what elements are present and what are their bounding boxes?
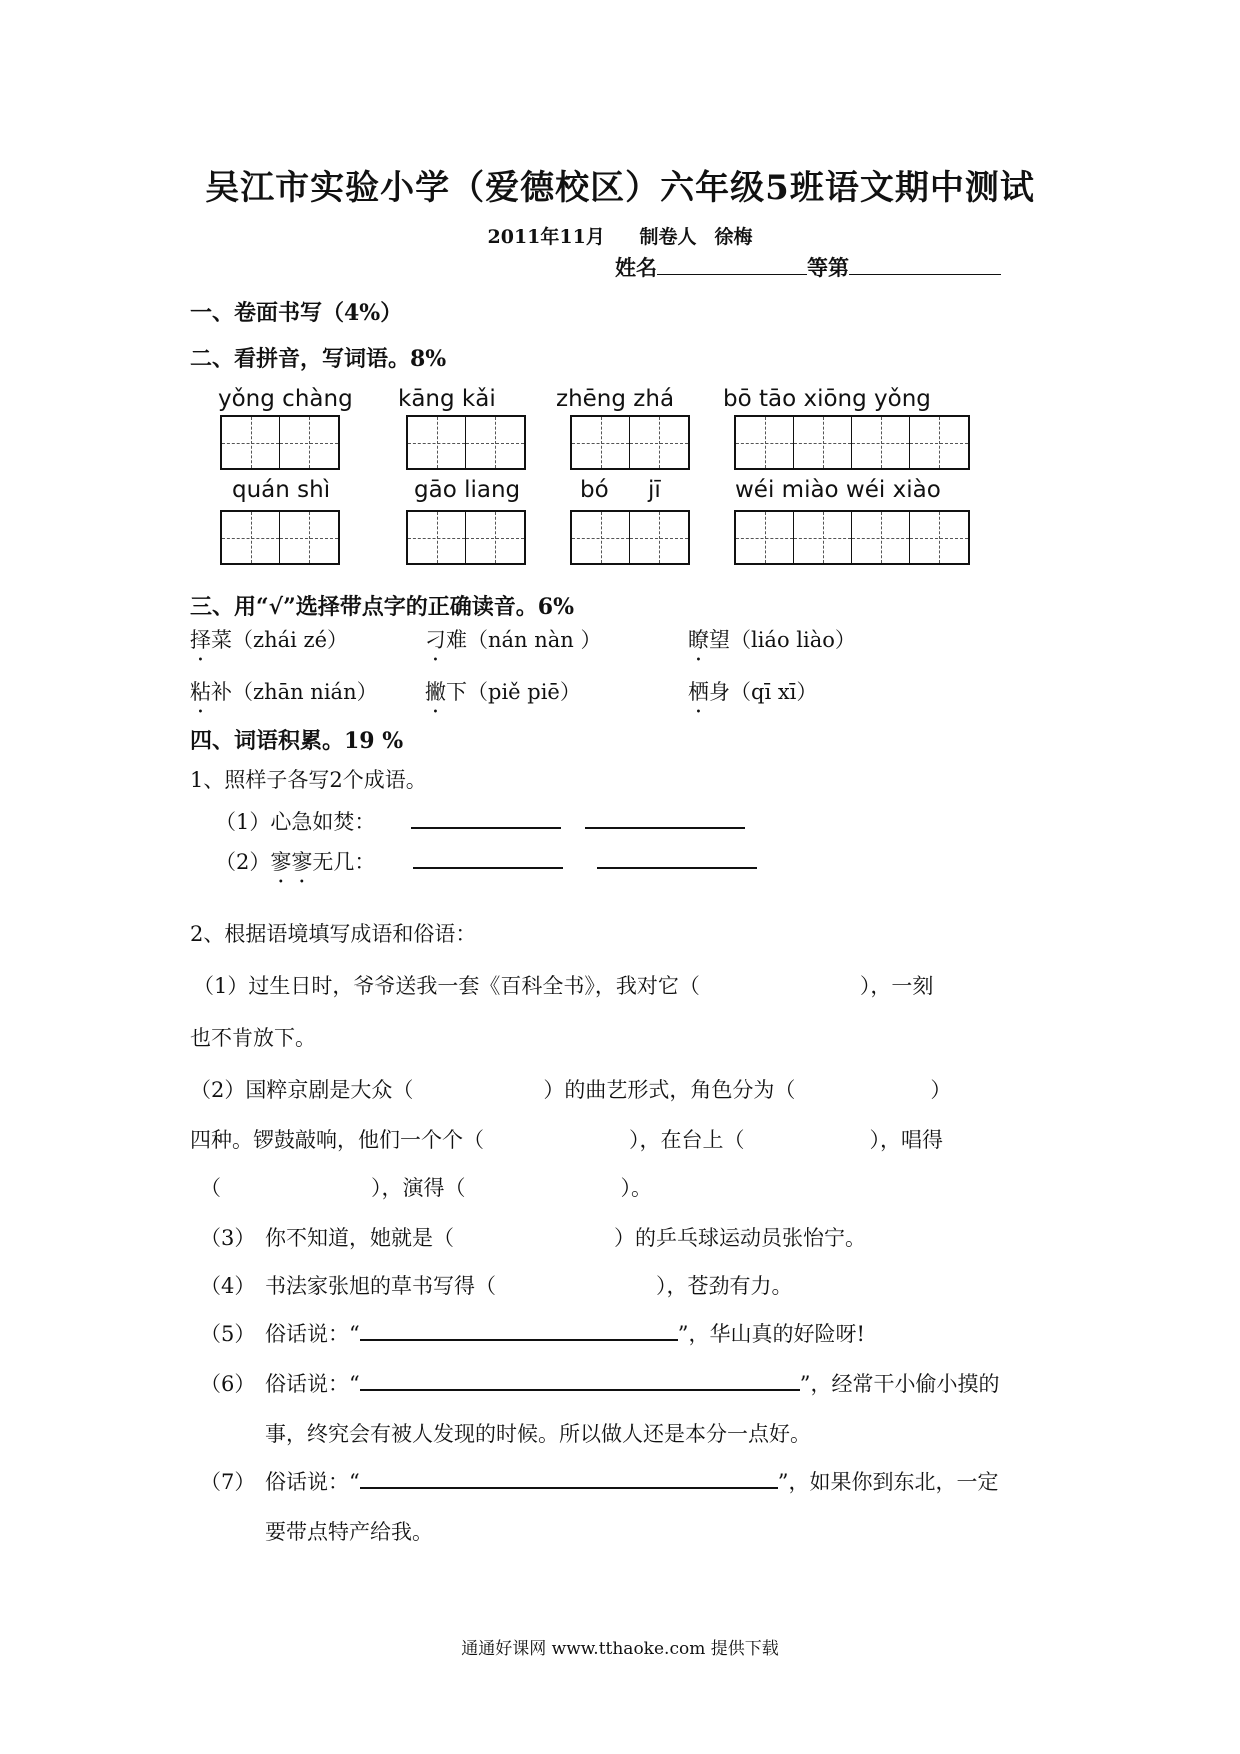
p2-line2 xyxy=(190,1124,943,1154)
grid-cell xyxy=(910,417,968,468)
p1-line2: 也不肯放下。 xyxy=(190,1026,316,1050)
grid-cell xyxy=(408,417,466,468)
author-name: 徐梅 xyxy=(714,226,753,248)
dotted-char: 撇 xyxy=(425,680,446,704)
question-2: 2、根据语境填写成语和俗语： xyxy=(190,922,477,946)
p5-num: （5） xyxy=(200,1322,256,1346)
p3-text-b: ）的乒乓球运动员张怡宁。 xyxy=(614,1226,866,1250)
p4-text-a: 书法家张旭的草书写得（ xyxy=(265,1274,496,1298)
p5-line xyxy=(265,1318,865,1348)
p4-num: （4） xyxy=(200,1274,256,1298)
reading-item-4 xyxy=(190,676,378,706)
idiom-2-blank-b[interactable] xyxy=(597,847,757,869)
section-3-heading: 三、用“√”选择带点字的正确读音。6% xyxy=(190,594,574,620)
grid-cell xyxy=(408,512,466,563)
p3-line xyxy=(265,1222,866,1252)
p2-text-d: 四种。锣鼓敲响，他们一个个（ xyxy=(190,1128,484,1152)
reading-char: 补 xyxy=(211,680,232,704)
grid-cell xyxy=(852,512,910,563)
page-title: 吴江市实验小学（爱德校区）六年级5班语文期中测试 xyxy=(205,168,1035,208)
grid-cell xyxy=(736,417,794,468)
writing-grid-1[interactable] xyxy=(220,415,340,470)
reading-options[interactable]: （zhān nián） xyxy=(232,680,378,704)
name-label: 姓名 xyxy=(615,255,657,280)
p2-text-b: ）的曲艺形式，角色分为（ xyxy=(543,1078,796,1102)
p6-text-b: ”，经常干小偷小摸的 xyxy=(799,1372,1000,1396)
p4-text-b: ），苍劲有力。 xyxy=(656,1274,793,1298)
p5-blank[interactable] xyxy=(360,1319,678,1341)
p2-text-a: （2）国粹京剧是大众（ xyxy=(190,1078,414,1102)
question-1: 1、照样子各写2个成语。 xyxy=(190,768,427,792)
idiom-1-blank-a[interactable] xyxy=(411,807,561,829)
reading-item-5 xyxy=(425,676,581,706)
reading-item-2 xyxy=(425,624,602,654)
p7-text-b: ”，如果你到东北，一定 xyxy=(777,1470,999,1494)
section-1-heading: 一、卷面书写（4%） xyxy=(190,300,403,326)
p7-line2: 要带点特产给我。 xyxy=(265,1520,433,1544)
pinyin-3: zhēng zhá xyxy=(556,386,675,412)
p6-line1 xyxy=(265,1368,1000,1398)
section-4-heading: 四、词语积累。19 % xyxy=(190,728,404,754)
footer-credit: 通通好课网 www.tthaoke.com 提供下载 xyxy=(461,1639,779,1659)
p2-text-g: （ xyxy=(200,1176,221,1200)
grid-cell xyxy=(466,417,524,468)
reading-char: 身 xyxy=(709,680,730,704)
idiom-2-num: （2） xyxy=(215,850,271,874)
reading-item-6 xyxy=(688,676,817,706)
p2-text-c: ） xyxy=(930,1078,952,1102)
grid-cell xyxy=(572,512,630,563)
idiom-1-label: （1）心急如焚： xyxy=(215,810,376,834)
idiom-1-blank-b[interactable] xyxy=(585,807,745,829)
name-field[interactable] xyxy=(657,256,807,275)
pinyin-6: gāo liang xyxy=(414,477,521,503)
p6-line2: 事，终究会有被人发现的时候。所以做人还是本分一点好。 xyxy=(265,1422,811,1446)
p1-text-b: ），一刻 xyxy=(859,974,934,998)
idiom-2-label: 无几： xyxy=(312,850,376,874)
grid-cell xyxy=(794,512,852,563)
grid-cell xyxy=(466,512,524,563)
dotted-char: 寥 xyxy=(291,850,313,874)
grade-field[interactable] xyxy=(849,256,1001,275)
p7-num: （7） xyxy=(200,1470,256,1494)
writing-grid-5[interactable] xyxy=(220,510,340,565)
reading-options[interactable]: （zhái zé） xyxy=(232,628,348,652)
grid-cell xyxy=(280,512,338,563)
writing-grid-4[interactable] xyxy=(734,415,970,470)
p2-line3 xyxy=(200,1172,652,1202)
p2-text-h: ），演得（ xyxy=(371,1176,466,1200)
grid-cell xyxy=(630,417,688,468)
p1-line1 xyxy=(193,970,933,1000)
pinyin-5: quán shì xyxy=(232,477,331,503)
idiom-2 xyxy=(215,846,757,876)
reading-item-1 xyxy=(190,624,348,654)
exam-meta xyxy=(0,222,1240,249)
idiom-1 xyxy=(215,806,745,836)
p2-text-i: ）。 xyxy=(620,1176,652,1200)
name-grade-row xyxy=(615,252,1001,282)
grid-cell xyxy=(630,512,688,563)
p3-text-a: 你不知道，她就是（ xyxy=(265,1226,454,1250)
p2-text-e: ），在台上（ xyxy=(629,1128,745,1152)
p6-num: （6） xyxy=(200,1372,256,1396)
p5-text-b: ”，华山真的好险呀! xyxy=(677,1322,865,1346)
grid-cell xyxy=(572,417,630,468)
p4-line xyxy=(265,1270,793,1300)
grid-cell xyxy=(222,417,280,468)
p7-blank[interactable] xyxy=(360,1467,778,1489)
writing-grid-8[interactable] xyxy=(734,510,970,565)
writing-grid-2[interactable] xyxy=(406,415,526,470)
dotted-char: 寥 xyxy=(270,850,292,874)
idiom-2-blank-a[interactable] xyxy=(413,847,563,869)
reading-char: 下 xyxy=(446,680,467,704)
grid-cell xyxy=(910,512,968,563)
dotted-char: 栖 xyxy=(688,680,709,704)
grid-cell xyxy=(852,417,910,468)
exam-date: 2011年11月 xyxy=(487,226,605,248)
p5-text-a: 俗话说：“ xyxy=(265,1322,360,1346)
reading-options[interactable]: （piě piē） xyxy=(467,680,581,704)
dotted-char: 择 xyxy=(190,628,211,652)
p6-text-a: 俗话说：“ xyxy=(265,1372,360,1396)
grid-cell xyxy=(280,417,338,468)
p2-text-f: ），唱得 xyxy=(869,1128,943,1152)
reading-char: 菜 xyxy=(211,628,232,652)
pinyin-7: bó jī xyxy=(580,477,661,503)
grade-label: 等第 xyxy=(807,255,849,280)
writing-grid-6[interactable] xyxy=(406,510,526,565)
pinyin-2: kāng kǎi xyxy=(398,386,496,412)
dotted-char: 粘 xyxy=(190,680,211,704)
reading-char: 难 xyxy=(446,628,467,652)
reading-options[interactable]: （nán nàn ） xyxy=(467,628,602,652)
pinyin-1: yǒng chàng xyxy=(218,386,353,412)
dotted-char: 刁 xyxy=(425,628,446,652)
p3-num: （3） xyxy=(200,1226,256,1250)
writing-grid-3[interactable] xyxy=(570,415,690,470)
dotted-char: 瞭 xyxy=(688,628,709,652)
pinyin-8: wéi miào wéi xiào xyxy=(735,477,941,503)
reading-options[interactable]: （liáo liào） xyxy=(730,628,856,652)
section-2-heading: 二、看拼音，写词语。8% xyxy=(190,346,447,372)
p1-text-a: （1）过生日时，爷爷送我一套《百科全书》，我对它（ xyxy=(193,974,700,998)
author-label: 制卷人 xyxy=(639,226,697,248)
grid-cell xyxy=(222,512,280,563)
p2-line1 xyxy=(190,1074,951,1104)
writing-grid-7[interactable] xyxy=(570,510,690,565)
grid-cell xyxy=(736,512,794,563)
pinyin-4: bō tāo xiōng yǒng xyxy=(723,386,931,412)
reading-item-3 xyxy=(688,624,856,654)
p7-line1 xyxy=(265,1466,999,1496)
grid-cell xyxy=(794,417,852,468)
p7-text-a: 俗话说：“ xyxy=(265,1470,360,1494)
reading-options[interactable]: （qī xī） xyxy=(730,680,818,704)
p6-blank[interactable] xyxy=(360,1369,800,1391)
reading-char: 望 xyxy=(709,628,730,652)
